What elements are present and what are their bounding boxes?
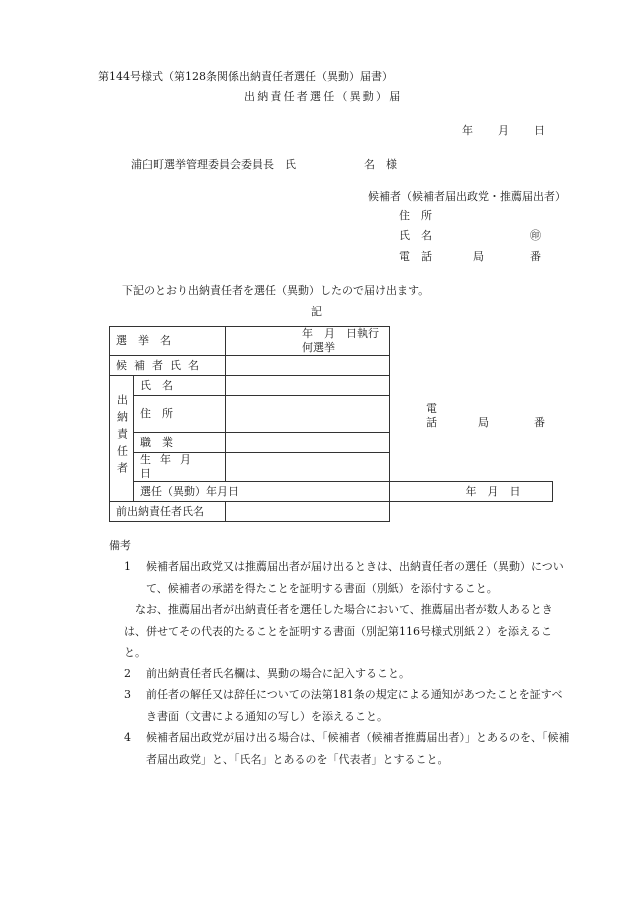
election-label: 選 挙 名 [110, 327, 226, 356]
candidate-name-row [110, 356, 553, 376]
former-treasurer-row [110, 502, 553, 522]
treasurer-name-value[interactable] [226, 376, 390, 396]
appointment-date-label: 選任（異動）年月日 [134, 482, 390, 502]
note-text: 前出納責任者氏名欄は、異動の場合に記入すること。 [146, 667, 410, 680]
election-value[interactable]: 年 月 日執行何選挙 [226, 327, 390, 356]
note-number: 3 [124, 688, 131, 701]
note-text: 候補者届出政党が届け出る場合は、「候補者（候補者推薦届出者）」とあるのを、「候補者届出政党」と、「氏名」とあるのを「代表者」とすること。 [146, 731, 570, 766]
submitter-heading: 候補者（候補者届出政党・推薦届出者） [368, 190, 566, 203]
submitter-phone-ban: 番 [530, 250, 541, 263]
treasurer-occupation-row [110, 433, 553, 453]
document-title: 出納責任者選任（異動）届 [244, 90, 403, 103]
ki-heading: 記 [311, 305, 322, 318]
note-item [124, 599, 572, 664]
form-number: 第144号様式（第128条関係出納責任者選任（異動）届書） [98, 70, 393, 83]
seal-mark: ㊞ [530, 229, 541, 242]
treasurer-phone-kyoku: 局 [478, 416, 489, 429]
submitter-phone-label: 電 話 [399, 250, 432, 263]
treasurer-phone-label: 電話 [426, 402, 437, 429]
treasurer-name-label: 氏 名 [134, 376, 226, 396]
election-row [110, 327, 553, 356]
treasurer-birthdate-row [110, 453, 553, 482]
note-text: なお、推薦届出者が出納責任者を選任した場合において、推薦届出者が数人あるときは、併せてその代表的たることを証明する書面（別記第116号様式別紙２）を添えること。 [124, 603, 553, 659]
note-item [124, 684, 572, 727]
date-month-label: 月 [498, 124, 509, 137]
submitter-address-label: 住 所 [399, 209, 432, 222]
treasurer-form-table [109, 326, 553, 522]
candidate-name-value[interactable] [226, 356, 390, 376]
intro-text: 下記のとおり出納責任者を選任（異動）したので届け出ます。 [122, 284, 430, 297]
submitter-name-label: 氏 名 [399, 229, 432, 242]
former-treasurer-value[interactable] [226, 502, 390, 522]
appointment-date-value[interactable]: 年 月 日 [389, 482, 553, 502]
treasurer-occupation-value[interactable] [226, 433, 390, 453]
addressee-suffix: 名 様 [364, 158, 397, 171]
treasurer-group-text: 出納責任者 [115, 394, 129, 479]
treasurer-address-value[interactable] [226, 396, 545, 433]
treasurer-phone-ban: 番 [534, 416, 545, 429]
treasurer-address-row [110, 396, 553, 433]
note-text: 前任者の解任又は辞任についての法第181条の規定による通知があつたことを証すべき書面（文書による通知の写し）を添えること。 [146, 688, 563, 723]
note-text: 候補者届出政党又は推薦届出者が届け出るときは、出納責任者の選任（異動）について、候補者の承諾を得たことを証明する書面（別紙）を添付すること。 [146, 560, 564, 595]
candidate-name-label: 候補者氏名 [110, 356, 226, 376]
treasurer-birthdate-label: 生年月日 [134, 453, 226, 482]
date-year-label: 年 [462, 124, 473, 137]
note-item [124, 727, 572, 770]
treasurer-group-label [110, 376, 134, 502]
notes-heading: 備考 [109, 539, 131, 552]
former-treasurer-label: 前出納責任者氏名 [110, 502, 226, 522]
note-item [124, 556, 572, 599]
appointment-date-row [110, 482, 553, 502]
note-number: 2 [124, 667, 131, 680]
date-day-label: 日 [534, 124, 545, 137]
note-number: 1 [124, 560, 131, 573]
note-number: 4 [124, 731, 131, 744]
addressee: 浦臼町選挙管理委員会委員長 氏 [131, 158, 296, 171]
note-item [124, 663, 572, 685]
treasurer-name-row [110, 376, 553, 396]
treasurer-address-label: 住 所 [134, 396, 226, 433]
treasurer-birthdate-value[interactable] [226, 453, 390, 482]
treasurer-occupation-label: 職 業 [134, 433, 226, 453]
submitter-phone-kyoku: 局 [473, 250, 484, 263]
